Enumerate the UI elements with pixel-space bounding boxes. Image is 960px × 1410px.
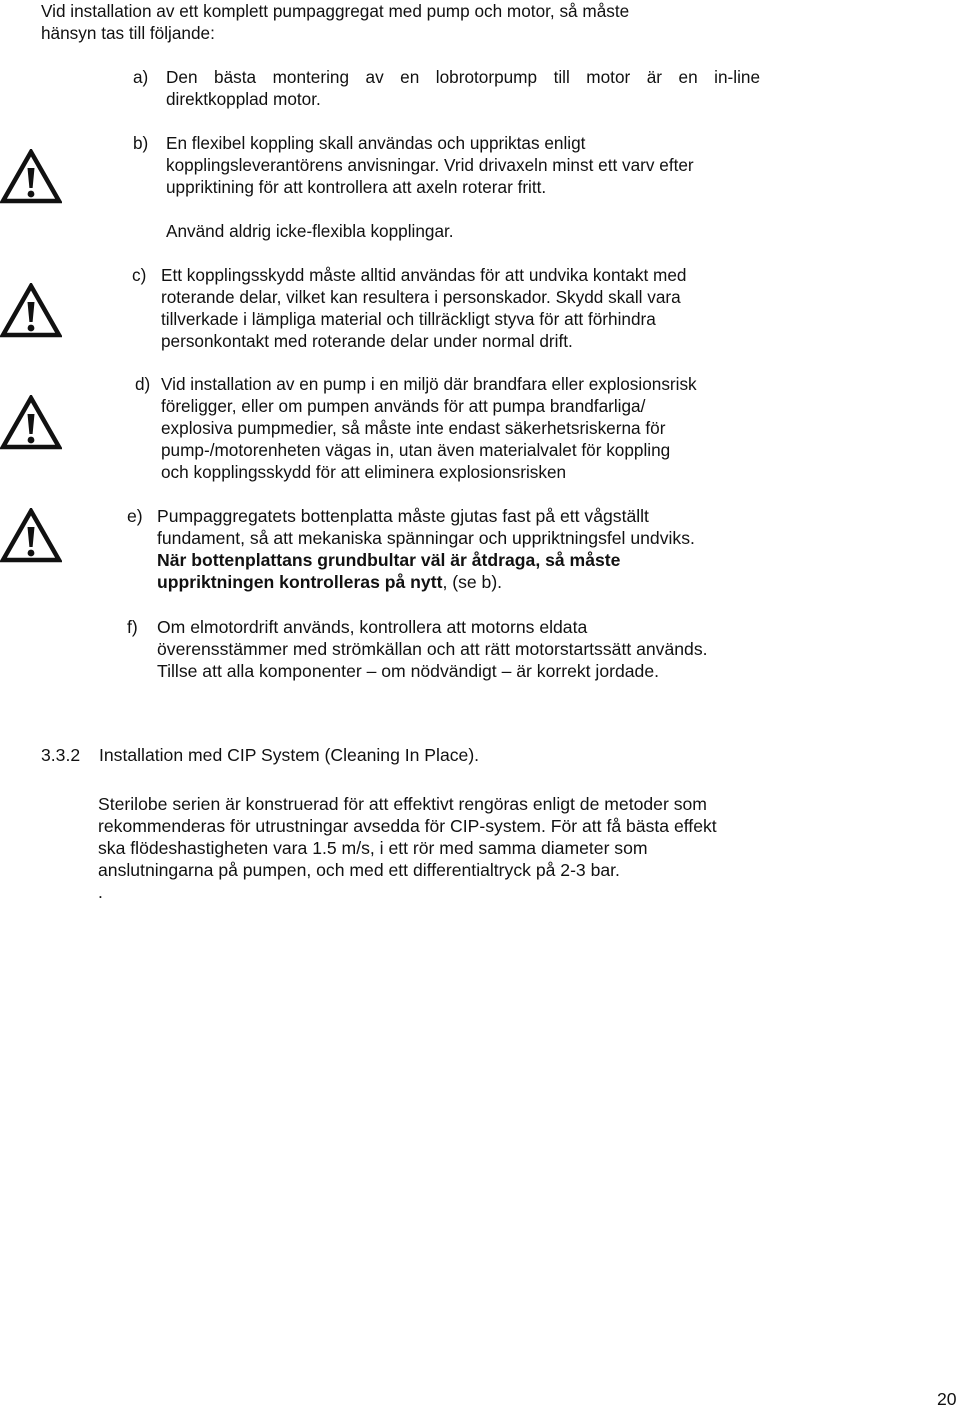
item-e-label: e)	[127, 506, 143, 526]
section-line: ska flödeshastigheten vara 1.5 m/s, i ett rör med samma diameter som	[98, 838, 648, 858]
section-line: Sterilobe serien är konstruerad för att effektivt rengöras enligt de metoder som	[98, 794, 707, 814]
item-c-line: tillverkade i lämpliga material och tillräckligt styva för att förhindra	[161, 309, 656, 329]
item-f-line: Tillse att alla komponenter – om nödvändigt – är korrekt jordade.	[157, 661, 660, 681]
section-number: 3.3.2	[41, 745, 81, 765]
item-e-line: Pumpaggregatets bottenplatta måste gjutas fast på ett vågställt	[157, 506, 649, 526]
item-a-line: direktkopplad motor.	[166, 89, 321, 109]
item-b-label: b)	[133, 133, 149, 153]
item-d-label: d)	[135, 374, 151, 394]
warning-icon	[0, 283, 62, 339]
item-c-line: Ett kopplingsskydd måste alltid användas för att undvika kontakt med	[161, 265, 687, 285]
item-e-bold-text: När bottenplattans grundbultar väl är åtdraga, så måste	[157, 550, 621, 570]
item-e-line-bold	[157, 549, 620, 571]
item-e-ref-text: , (se b).	[442, 572, 503, 592]
item-e-bold-text: uppriktningen kontrolleras på nytt	[157, 572, 443, 592]
warning-icon	[0, 149, 62, 205]
item-b-line: En flexibel koppling skall användas och uppriktas enligt	[166, 133, 586, 153]
item-e-line-mixed	[157, 571, 502, 593]
item-a-line: Den bästa montering av en lobrotorpump till motor är en in-line	[166, 67, 760, 87]
item-f-label: f)	[127, 617, 138, 637]
intro-line: hänsyn tas till följande:	[41, 23, 215, 43]
item-c-line: roterande delar, vilket kan resultera i personskador. Skydd skall vara	[161, 287, 681, 307]
item-b-line: uppriktining för att kontrollera att axeln roterar fritt.	[166, 177, 547, 197]
intro-line: Vid installation av ett komplett pumpaggregat med pump och motor, så måste	[41, 1, 630, 21]
item-b-line: Använd aldrig icke-flexibla kopplingar.	[166, 221, 454, 241]
section-line: rekommenderas för utrustningar avsedda för CIP-system. För att få bästa effekt	[98, 816, 717, 836]
item-d-line: explosiva pumpmedier, så måste inte endast säkerhetsriskerna för	[161, 418, 666, 438]
section-title: Installation med CIP System (Cleaning In Place).	[99, 745, 480, 765]
item-d-line: Vid installation av en pump i en miljö där brandfara eller explosionsrisk	[161, 374, 697, 394]
item-f-line: överensstämmer med strömkällan och att rätt motorstartssätt används.	[157, 639, 708, 659]
item-d-line: pump-/motorenheten vägas in, utan även materialvalet för koppling	[161, 440, 671, 460]
item-a-label: a)	[133, 67, 149, 87]
section-line: .	[98, 882, 103, 902]
item-c-line: personkontakt med roterande delar under normal drift.	[161, 331, 573, 351]
warning-icon	[0, 508, 62, 564]
warning-icon	[0, 395, 62, 451]
item-d-line: föreligger, eller om pumpen används för att pumpa brandfarliga/	[161, 396, 646, 416]
page-number: 20	[937, 1389, 957, 1409]
item-f-line: Om elmotordrift används, kontrollera att motorns eldata	[157, 617, 588, 637]
section-line: anslutningarna på pumpen, och med ett differentialtryck på 2-3 bar.	[98, 860, 620, 880]
item-b-line: kopplingsleverantörens anvisningar. Vrid drivaxeln minst ett varv efter	[166, 155, 694, 175]
item-c-label: c)	[132, 265, 147, 285]
item-e-line: fundament, så att mekaniska spänningar och uppriktningsfel undviks.	[157, 528, 695, 548]
item-d-line: och kopplingsskydd för att eliminera explosionsrisken	[161, 462, 567, 482]
